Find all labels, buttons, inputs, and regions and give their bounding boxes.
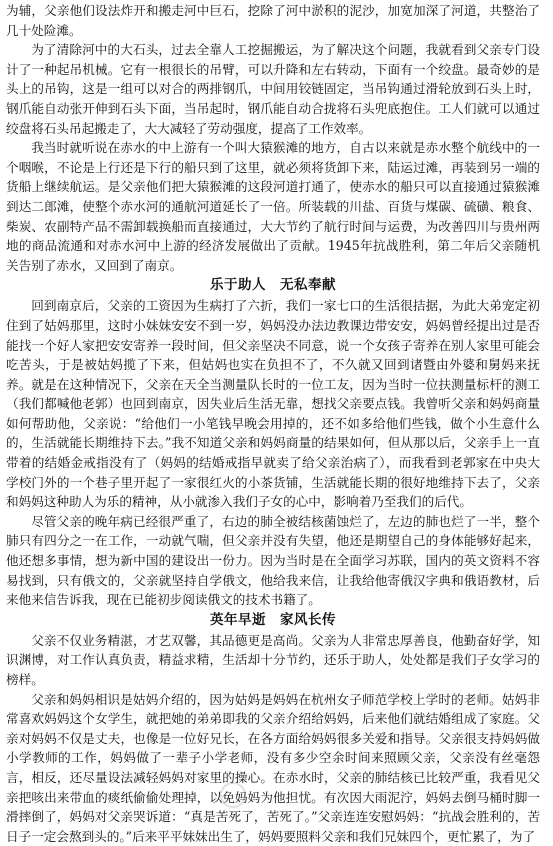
paragraph: 为辅，父亲他们设法炸开和搬走河中巨石，挖除了河中淤积的泥沙，加宽加深了河道，共整治了几十处险滩。	[6, 3, 540, 38]
section-intro	[6, 1, 540, 275]
paragraph: 父亲和妈妈相识是姑妈介绍的，因为姑妈是妈妈在杭州女子师范学校上学时的老师。姑妈非常喜欢妈妈这个女学生，就把她的弟弟即我的父亲介绍给妈妈，后来他们就结婚组成了家庭。父亲对妈妈不仅是丈夫，也像是一位好兄长，在各方面给妈妈很多关爱和指导。父亲很支持妈妈做小学教师的工作，妈妈做了一辈子小学老师，没有多少空余时间来照顾父亲，父亲没有丝毫怨言，相反，还尽量设法减轻妈妈对家里的操心。在赤水时，父亲的肺结核已比较严重，我看见父亲把咳出来带血的痰纸偷偷处理掉，以免妈妈为他担忧。有次因大雨泥泞，妈妈去倒马桶时脚一滑摔倒了，妈妈对父亲哭诉道：“真是苦死了，苦死了。”父亲连连安慰妈妈：“抗战会胜利的，苦日子一定会熬到头的。”后来平平妹妹出生了，妈妈要照料父亲和我们兄妹四个，更忙累了，为了	[6, 691, 540, 844]
section-family-legacy	[6, 611, 540, 846]
paragraph: 父亲不仅业务精湛，才艺双馨，其品德更是高尚。父亲为人非常忠厚善良，他勤奋好学，知识渊博，对工作认真负责，精益求精，生活却十分节约，还乐于助人，处处都是我们子女学习的榜样。	[6, 632, 540, 687]
section-helping-others	[6, 276, 540, 610]
paragraph: 回到南京后，父亲的工资因为生病打了六折，我们一家七口的生活很拮据，为此大弟宠定初住到了姑妈那里，这时小妹妹安安不到一岁，妈妈没办法边教课边带安安，妈妈曾经提出过是否能找一个好人家把安安寄养一段时间，但父亲坚决不同意，说一个女孩子寄养在别人家里可能会吃苦头，于是被姑妈揽了下来，但姑妈也实在负担不了，不久就又回到诸暨由外婆和舅妈来抚养。就是在这种情况下，父亲在天全当测量队长时的一位工友，因为当时一位扶测量标杆的测工（我们都喊他老郭）也回到南京，因失业后生活无靠，想找父亲要点钱。我曾听父亲和妈妈商量如何帮助他，父亲说：“给他们一小笔钱早晚会用掉的，还不如多给他们些钱，做个小生意什么的，生活就能长期维持下去。”我不知道父亲和妈妈商量的结果如何，但从那以后，父亲手上一直带着的结婚金戒指没有了（妈妈的结婚戒指早就卖了给父亲治病了），而我看到老郭家在中央大学校门外的一个巷子里开起了一家很红火的小茶货铺，生活就能长期的很好地维持下去了，父亲和妈妈这种助人为乐的精神，从小就渗入我们子女的心中，影响着乃至我们的后代。	[6, 298, 540, 510]
section-heading: 英年早逝 家风长传	[210, 611, 336, 628]
paragraph: 为了清除河中的大石头，过去全靠人工挖掘搬运，为了解决这个问题，我就看到父亲专门设计了一种起吊机械。它有一根很长的吊臂，可以升降和左右转动，下面有一个绞盘。最奇妙的是头上的吊钩，这是一组可以对合的两排钢爪，中间用铰链固定，当吊钩通过滑轮放到石头上时，钢爪能自动张开伸到石头下面，当吊起时，钢爪能自动合拢将石头兜底抱住。工人们就可以通过绞盘将石头吊起搬走了，大大减轻了劳动强度，提高了工作效率。	[6, 42, 540, 136]
paragraph: 尽管父亲的晚年病已经很严重了，右边的肺全被结核菌蚀烂了，左边的肺也烂了一半，整个肺只有四分之一在工作，一动就气喘，但父亲并没有失望，他还是期望自己的身体能够好起来，他还想多事情，想为新中国的建设出一份力。因为当时是在全面学习苏联，国内的英文资料不容易找到，只有俄文的，父亲就坚持自学俄文，他给我来信，让我给他寄俄汉字典和俄语教材，后来他来信告诉我，现在已能初步阅读俄文的技术书籍了。	[6, 513, 540, 608]
paragraph: 我当时就听说在赤水的中上游有一个叫大猿猴滩的地方，自古以来就是赤水整个航线中的一个咽喉，不论是上行还是下行的船只到了这里，就必须将货卸下来，陆运过滩，再装到另一端的货船上继续航运。是父亲他们把大猿猴滩的这段河道打通了，使赤水的船只可以直接通过猿猴滩到达二郎滩，使整个赤水河的通航河道延长了一倍。所装载的川盐、百货与煤碳、硫磺、粮食、柴炭、农副特产品不需卸载换船而直接通过，大大节约了航行时间与运费，为改善四川与贵州两地的商品流通和对赤水河中上游的经济发展做出了贡献。1945年抗战胜利，第二年后父亲随机关告别了赤水，又回到了南京。	[6, 140, 540, 273]
section-heading: 乐于助人 无私奉献	[210, 277, 336, 294]
